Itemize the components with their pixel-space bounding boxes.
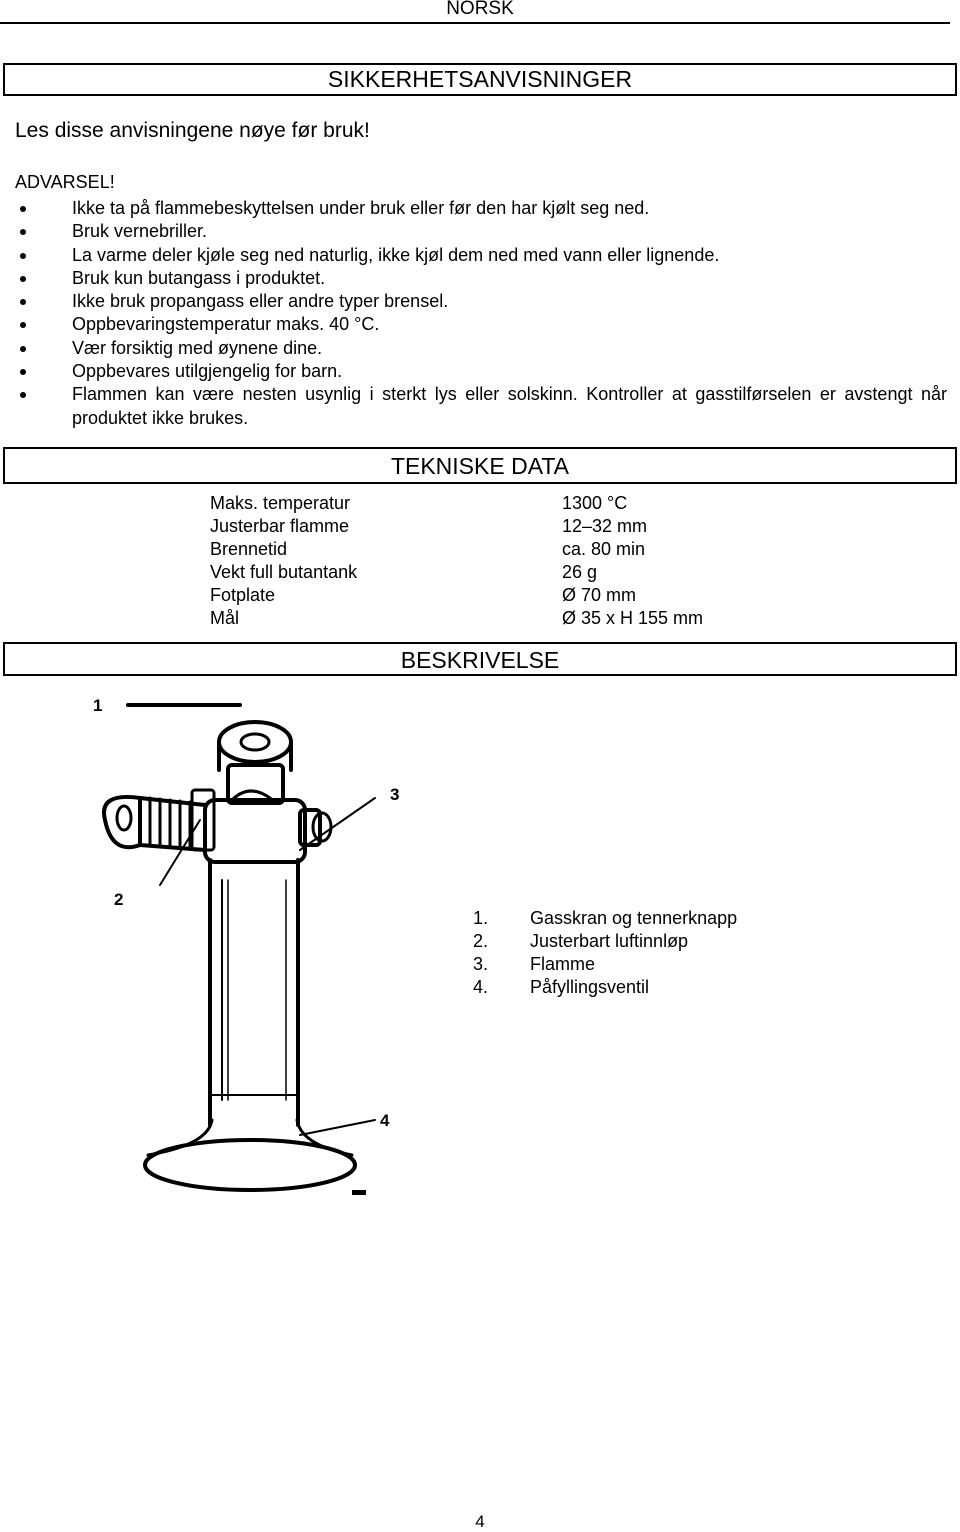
callout-4: 4 xyxy=(380,1111,390,1130)
intro-text: Les disse anvisningene nøye før bruk! xyxy=(15,119,370,142)
spec-value: ca. 80 min xyxy=(562,539,646,559)
foot-curve-left xyxy=(148,1120,212,1155)
bullet-icon xyxy=(20,322,26,328)
list-item: Bruk kun butangass i produktet. xyxy=(0,267,960,290)
spec-labels xyxy=(210,492,357,630)
safety-section-header xyxy=(3,63,957,96)
bullet-icon xyxy=(20,392,26,398)
safety-list xyxy=(0,197,960,430)
legend-item: 4. Påfyllingsventil xyxy=(473,977,650,997)
bullet-icon xyxy=(20,346,26,352)
page-number: 4 xyxy=(475,1512,485,1531)
bullet-icon xyxy=(20,369,26,375)
list-item: La varme deler kjøle seg ned naturlig, ikke kjøl dem ned med vann eller lignende. xyxy=(0,244,960,267)
list-item: Vær forsiktig med øynene dine. xyxy=(0,337,960,360)
safety-title: SIKKERHETSANVISNINGER xyxy=(327,66,633,92)
spec-label: Justerbar flamme xyxy=(210,516,350,536)
list-item: Ikke bruk propangass eller andre typer brensel. xyxy=(0,290,960,313)
callout-line-3 xyxy=(300,798,375,850)
head-block xyxy=(205,800,305,862)
spec-label: Brennetid xyxy=(210,539,288,559)
spec-label: Fotplate xyxy=(210,585,276,605)
flame-tip xyxy=(104,797,140,847)
spec-value: Ø 70 mm xyxy=(562,585,637,605)
description-section-header xyxy=(3,642,957,676)
bullet-icon xyxy=(20,276,26,282)
spec-values xyxy=(562,492,703,630)
list-item: Flammen kan være nesten usynlig i sterkt lys eller solskinn. Kontroller at gasstilførselen er avstengt når produktet ikke brukes. xyxy=(0,383,960,430)
callout-line-4 xyxy=(300,1120,375,1135)
spec-value: 26 g xyxy=(562,562,598,582)
technical-title: TEKNISKE DATA xyxy=(390,453,570,479)
list-item: Ikke ta på flammebeskyttelsen under bruk eller før den har kjølt seg ned. xyxy=(0,197,960,220)
bullet-icon xyxy=(20,253,26,259)
parts-legend xyxy=(473,907,737,999)
callout-2: 2 xyxy=(114,890,124,909)
bullet-icon xyxy=(20,206,26,212)
description-title: BESKRIVELSE xyxy=(400,647,560,673)
header-rule xyxy=(0,22,950,24)
language-header: NORSK xyxy=(446,0,514,19)
spec-value: 1300 °C xyxy=(562,493,628,513)
list-item: Oppbevares utilgjengelig for barn. xyxy=(0,360,960,383)
callout-1: 1 xyxy=(93,696,103,715)
spec-label: Vekt full butantank xyxy=(210,562,358,582)
callout-3: 3 xyxy=(390,785,400,804)
legend-item: 2. Justerbart luftinnløp xyxy=(473,931,689,951)
spec-label: Maks. temperatur xyxy=(210,493,351,513)
valve-hole xyxy=(241,734,269,750)
maker-mark xyxy=(352,1190,366,1195)
torch-illustration xyxy=(0,680,470,1210)
spec-label: Mål xyxy=(210,608,240,628)
list-item: Bruk vernebriller. xyxy=(0,220,960,243)
spec-value: 12–32 mm xyxy=(562,516,648,536)
technical-section-header xyxy=(3,447,957,484)
list-item: Oppbevaringstemperatur maks. 40 °C. xyxy=(0,313,960,336)
valve-top xyxy=(219,722,291,762)
bullet-icon xyxy=(20,229,26,235)
spec-value: Ø 35 x H 155 mm xyxy=(562,608,704,628)
warning-label: ADVARSEL! xyxy=(15,172,115,192)
legend-item: 3. Flamme xyxy=(473,954,596,974)
legend-item: 1. Gasskran og tennerknapp xyxy=(473,908,738,928)
bullet-icon xyxy=(20,299,26,305)
